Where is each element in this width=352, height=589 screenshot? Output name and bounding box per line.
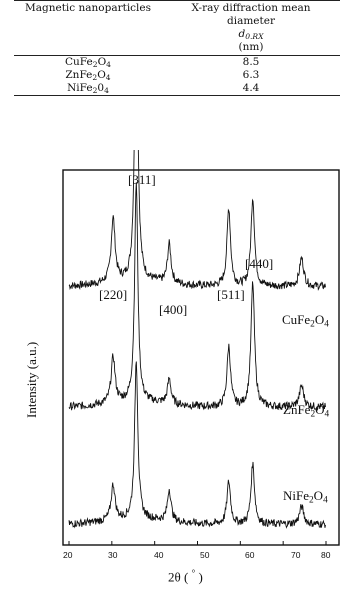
table-bottom-rule — [14, 95, 340, 96]
table-row — [14, 82, 340, 95]
cell-diameter: 4.4 — [242, 82, 260, 94]
peak-label-400: [400] — [159, 302, 188, 317]
cell-material: $CuFe_2O_4$ — [65, 56, 111, 69]
peak-label-511: [511] — [217, 287, 245, 302]
cell-diameter: 8.5 — [242, 56, 260, 68]
x-tick-label: 70 — [291, 550, 301, 560]
table-row — [14, 56, 340, 69]
cell-material: $ZnFe_2O_4$ — [65, 69, 111, 82]
y-axis-label: Intensity (a.u.) — [24, 341, 39, 418]
series-line-cufe2o4 — [69, 150, 325, 289]
x-tick-label: 20 — [63, 550, 73, 560]
sample-label-znfe2o4: $ZnFe_2O_4$ — [283, 402, 330, 420]
header-magnetic-nanoparticles: Magnetic nanoparticles — [24, 2, 152, 14]
x-tick-label: 80 — [321, 550, 331, 560]
peak-label-440: [440] — [245, 256, 274, 271]
sample-label-nife2o4: $NiFe_2O_4$ — [283, 488, 328, 506]
x-tick-label: 60 — [245, 550, 255, 560]
table-header-row — [14, 1, 340, 55]
x-tick-label: 30 — [108, 550, 118, 560]
x-axis-label: 2θ ( ° ) — [168, 568, 203, 585]
cell-diameter: 6.3 — [242, 69, 260, 81]
x-tick-label: 40 — [154, 550, 164, 560]
nanoparticle-size-table — [14, 0, 340, 96]
xrd-figure — [0, 150, 352, 589]
table-row — [14, 69, 340, 82]
diffraction-curves — [69, 150, 325, 528]
x-tick-label: 50 — [200, 550, 210, 560]
header-xrd-diameter: X-ray diffraction mean diameter $d_{0.RX}$ (nm) — [191, 2, 311, 53]
peak-label-311: [311] — [128, 172, 156, 187]
sample-label-cufe2o4: $CuFe_2O_4$ — [282, 312, 329, 330]
xrd-plot — [0, 150, 352, 589]
peak-label-220: [220] — [99, 287, 128, 302]
cell-material: $NiFe_20_4$ — [67, 82, 109, 95]
